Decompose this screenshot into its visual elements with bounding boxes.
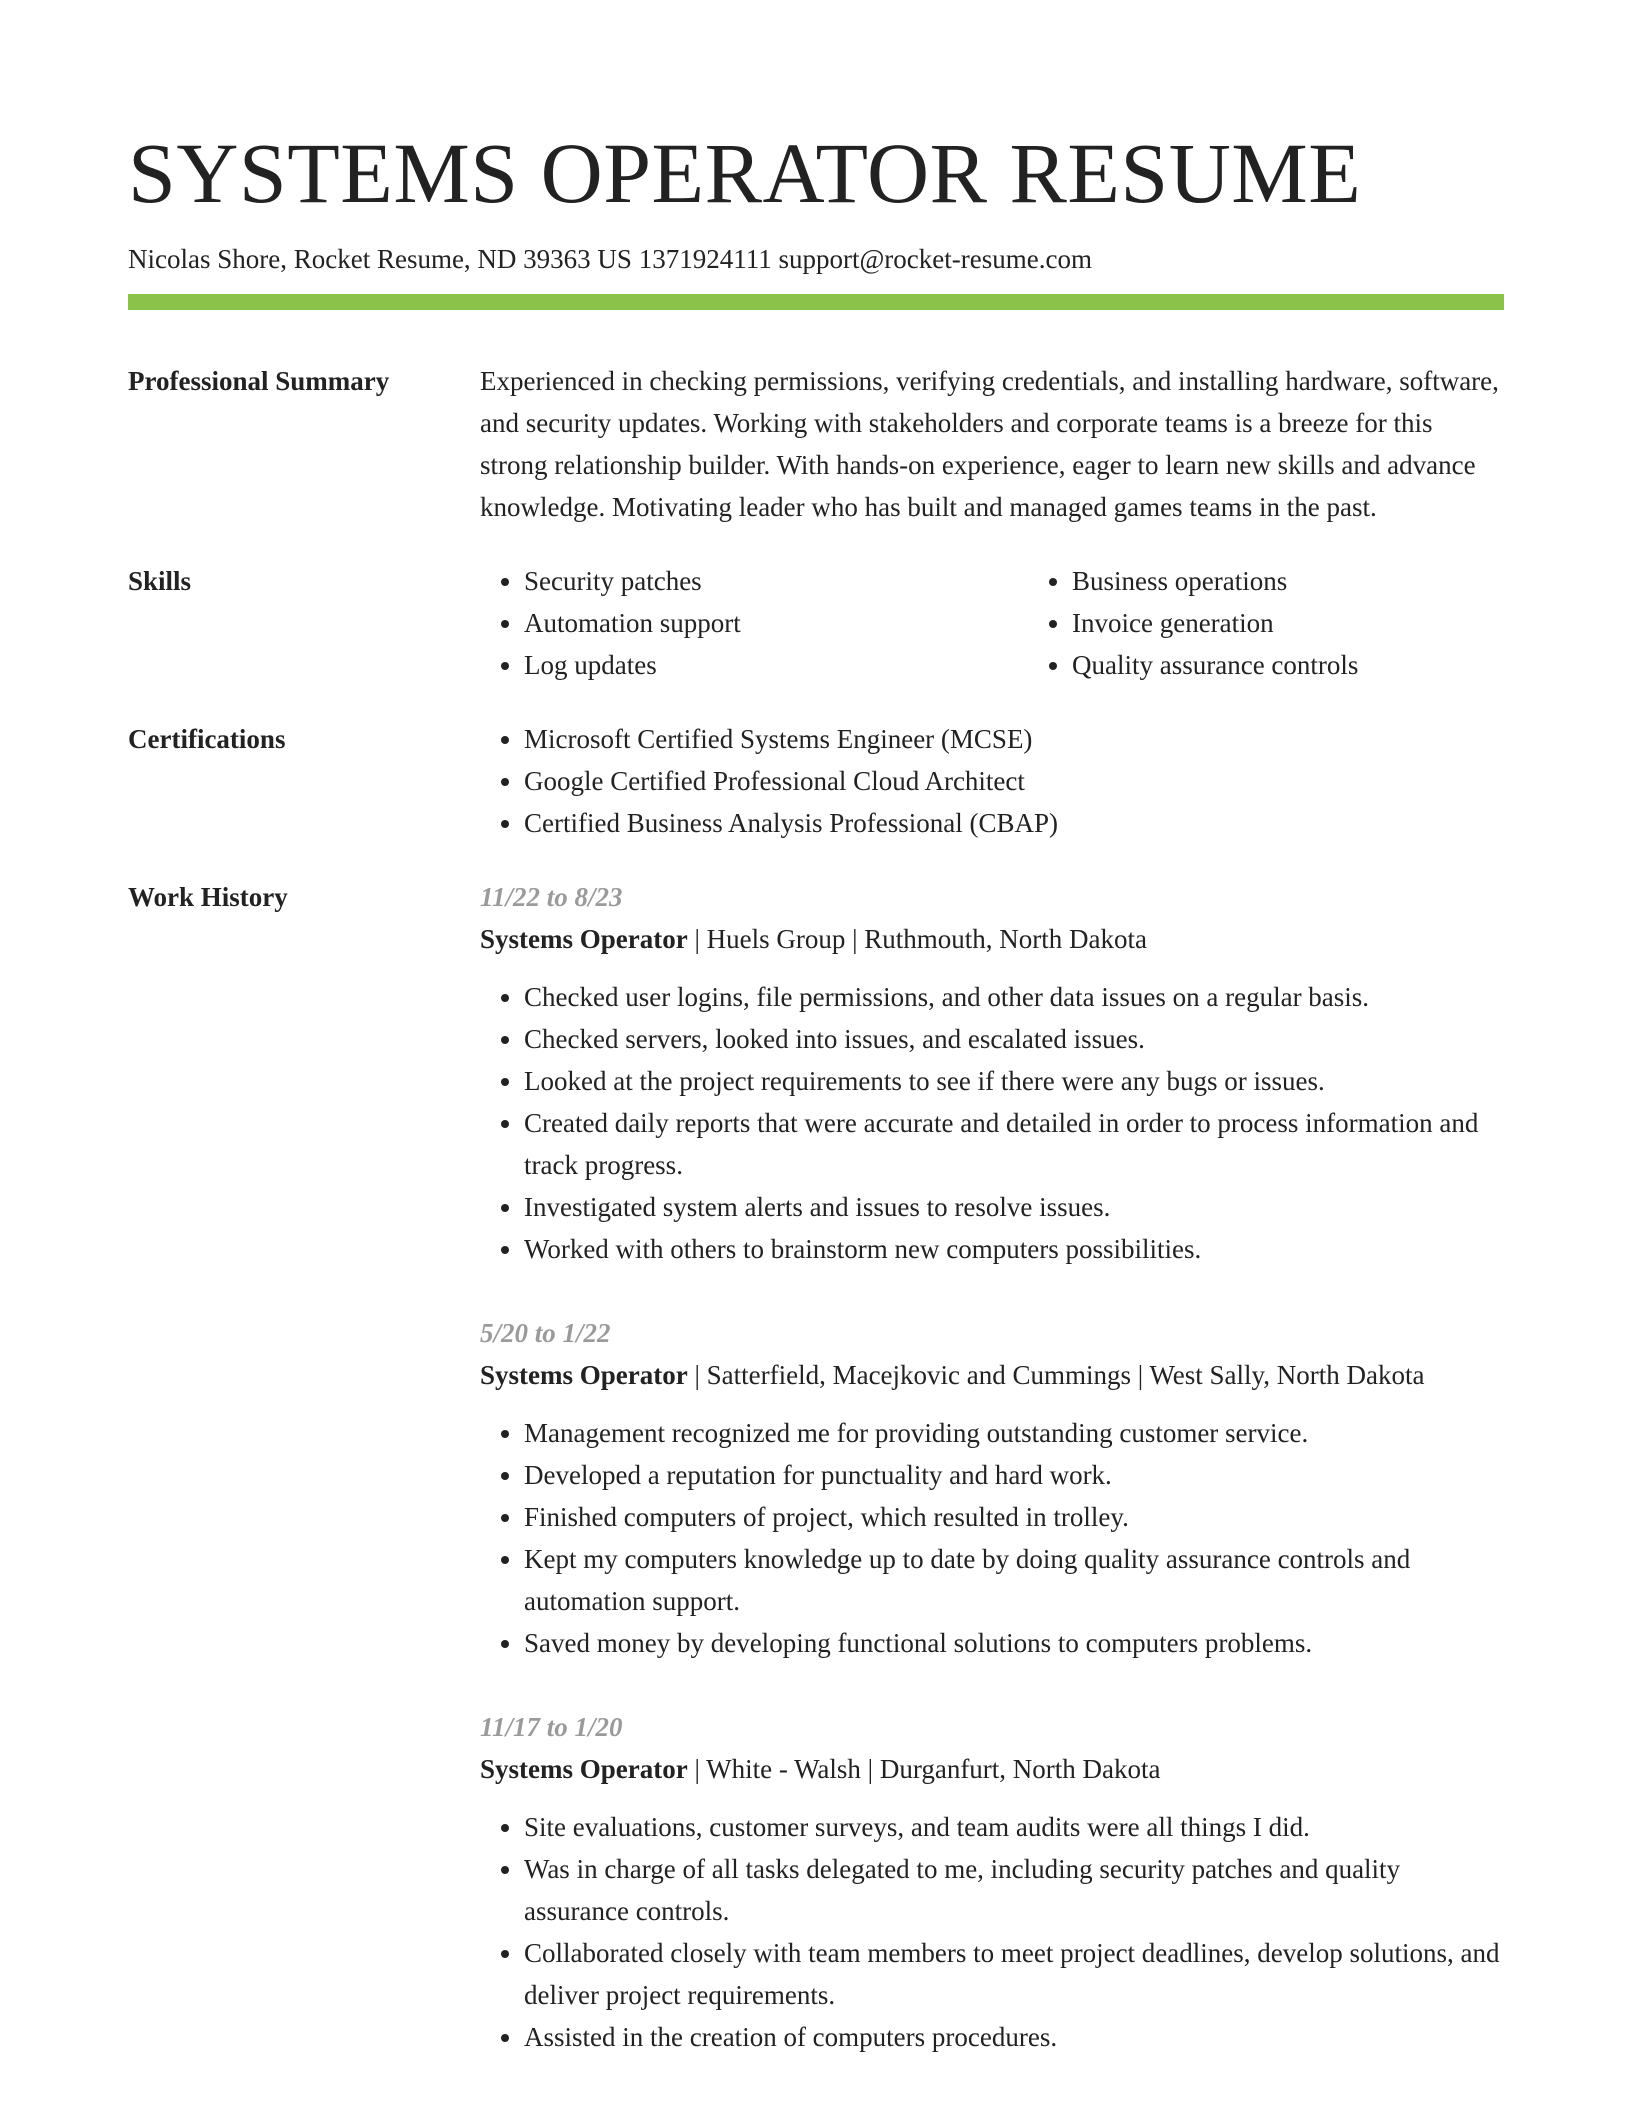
job-bullet: • Developed a reputation for punctuality and hard work.: [524, 1454, 1504, 1496]
skills-column-2: [1028, 560, 1576, 686]
job-heading: [480, 1354, 1504, 1396]
job-bullet: • Looked at the project requirements to see if there were any bugs or issues.: [524, 1060, 1504, 1102]
skills-section: [128, 560, 1504, 686]
job-entry: [480, 1312, 1504, 1664]
skills-grid: [480, 560, 1576, 686]
skills-column-1: [480, 560, 1028, 686]
skill-item: • Security patches: [524, 560, 1028, 602]
work-history-section: [128, 876, 1504, 2100]
contact-line: Nicolas Shore, Rocket Resume, ND 39363 US 1371924111 support@rocket-resume.com: [128, 244, 1092, 274]
job-bullet: • Site evaluations, customer surveys, and team audits were all things I did.: [524, 1806, 1504, 1848]
job-bullet: • Finished computers of project, which resulted in trolley.: [524, 1496, 1504, 1538]
job-title: Systems Operator: [480, 1754, 688, 1785]
job-bullet: • Saved money by developing functional solutions to computers problems.: [524, 1622, 1504, 1664]
section-label-work-history: Work History: [128, 882, 288, 913]
header-divider: [128, 294, 1504, 310]
job-bullet: • Collaborated closely with team members to meet project deadlines, develop solutions, and deliver project requirements.: [524, 1932, 1504, 2016]
job-details: | Satterfield, Macejkovic and Cummings | West Sally, North Dakota: [687, 1360, 1425, 1391]
job-dates: 5/20 to 1/22: [480, 1318, 611, 1349]
job-bullets: [480, 1806, 1504, 2058]
job-bullet: • Assisted in the creation of computers procedures.: [524, 2016, 1504, 2058]
section-label-summary: Professional Summary: [128, 366, 390, 397]
certification-item: • Google Certified Professional Cloud Architect: [524, 760, 1504, 802]
skill-item: • Invoice generation: [1072, 602, 1576, 644]
summary-text: Experienced in checking permissions, verifying credentials, and installing hardware, software, and security updates. Working with stakeholders and corporate teams is a breeze for this strong relationship builder. With hands-on experience, eager to learn new skills and advance knowledge. Motivating leader who has built and managed games teams in the past.: [480, 366, 1499, 523]
job-bullet: • Management recognized me for providing outstanding customer service.: [524, 1412, 1504, 1454]
skill-item: • Quality assurance controls: [1072, 644, 1576, 686]
job-bullets: [480, 1412, 1504, 1664]
job-bullet: • Investigated system alerts and issues to resolve issues.: [524, 1186, 1504, 1228]
section-label-skills: Skills: [128, 566, 192, 597]
job-heading: [480, 1748, 1504, 1790]
job-title: Systems Operator: [480, 924, 688, 955]
section-label-certifications: Certifications: [128, 724, 286, 755]
certifications-body: [480, 718, 1504, 844]
job-dates: 11/22 to 8/23: [480, 882, 623, 913]
job-details: | Huels Group | Ruthmouth, North Dakota: [687, 924, 1147, 955]
job-bullet: • Checked servers, looked into issues, and escalated issues.: [524, 1018, 1504, 1060]
job-details: | White - Walsh | Durganfurt, North Dakota: [687, 1754, 1161, 1785]
job-title: Systems Operator: [480, 1360, 688, 1391]
certification-item: • Microsoft Certified Systems Engineer (MCSE): [524, 718, 1504, 760]
skill-item: • Business operations: [1072, 560, 1576, 602]
skills-body: [480, 560, 1576, 686]
job-bullet: • Kept my computers knowledge up to date by doing quality assurance controls and automation support.: [524, 1538, 1504, 1622]
skill-item: • Automation support: [524, 602, 1028, 644]
job-bullet: • Worked with others to brainstorm new computers possibilities.: [524, 1228, 1504, 1270]
job-bullet: • Was in charge of all tasks delegated to me, including security patches and quality assurance controls.: [524, 1848, 1504, 1932]
job-bullet: • Created daily reports that were accurate and detailed in order to process information and track progress.: [524, 1102, 1504, 1186]
job-entry: [480, 876, 1504, 1270]
summary-section: [128, 360, 1504, 528]
certifications-section: [128, 718, 1504, 844]
page-title: SYSTEMS OPERATOR RESUME: [128, 125, 1362, 221]
job-dates: 11/17 to 1/20: [480, 1712, 623, 1743]
job-bullets: [480, 976, 1504, 1270]
skill-item: • Log updates: [524, 644, 1028, 686]
job-entry: [480, 1706, 1504, 2058]
certification-item: • Certified Business Analysis Professional (CBAP): [524, 802, 1504, 844]
work-history-body: [480, 876, 1504, 2100]
certifications-list: [480, 718, 1504, 844]
job-heading: [480, 918, 1504, 960]
job-bullet: • Checked user logins, file permissions, and other data issues on a regular basis.: [524, 976, 1504, 1018]
